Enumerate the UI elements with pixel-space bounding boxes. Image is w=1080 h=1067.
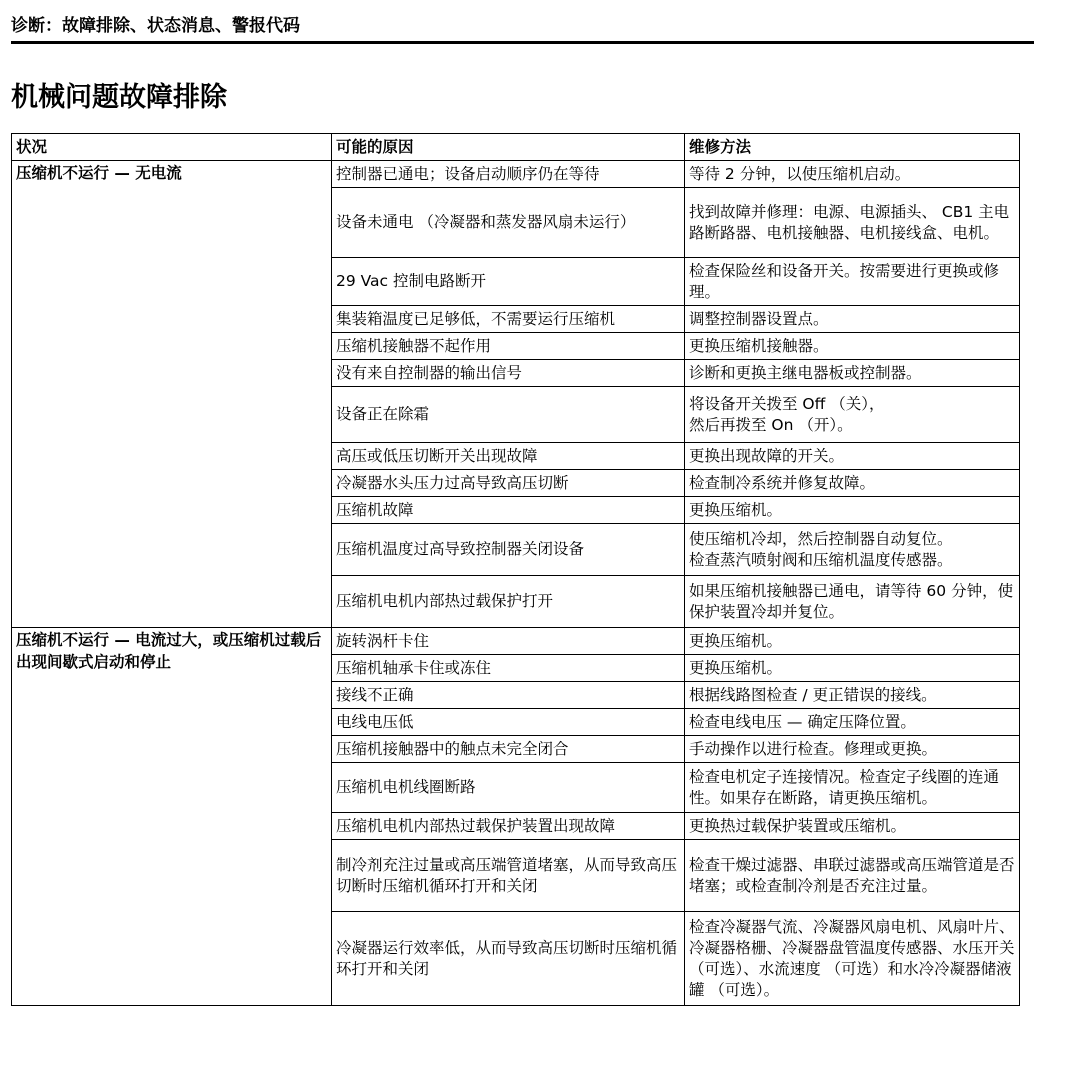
remedy-cell: 检查电机定子连接情况。检查定子线圈的连通性。如果存在断路，请更换压缩机。 — [685, 763, 1020, 813]
cause-cell: 设备未通电 （冷凝器和蒸发器风扇未运行） — [332, 188, 685, 258]
remedy-cell: 将设备开关拨至 Off （关）， 然后再拨至 On （开）。 — [685, 387, 1020, 443]
cause-cell: 压缩机电机内部热过载保护装置出现故障 — [332, 813, 685, 840]
remedy-cell: 找到故障并修理：电源、电源插头、 CB1 主电路断路器、电机接触器、电机接线盒、电机。 — [685, 188, 1020, 258]
remedy-cell: 如果压缩机接触器已通电，请等待 60 分钟，使保护装置冷却并复位。 — [685, 576, 1020, 628]
cause-cell: 压缩机接触器中的触点未完全闭合 — [332, 736, 685, 763]
table-row — [12, 628, 1020, 655]
remedy-cell: 更换压缩机接触器。 — [685, 333, 1020, 360]
cause-cell: 电线电压低 — [332, 709, 685, 736]
header-condition: 状况 — [12, 134, 332, 161]
cause-cell: 接线不正确 — [332, 682, 685, 709]
header-remedy: 维修方法 — [685, 134, 1020, 161]
cause-cell: 没有来自控制器的输出信号 — [332, 360, 685, 387]
remedy-cell: 诊断和更换主继电器板或控制器。 — [685, 360, 1020, 387]
cause-cell: 控制器已通电；设备启动顺序仍在等待 — [332, 161, 685, 188]
section-title: 机械问题故障排除 — [11, 82, 227, 113]
table-row — [12, 161, 1020, 188]
remedy-cell: 手动操作以进行检查。修理或更换。 — [685, 736, 1020, 763]
table-body — [12, 161, 1020, 1006]
cause-cell: 集装箱温度已足够低，不需要运行压缩机 — [332, 306, 685, 333]
cause-cell: 冷凝器运行效率低，从而导致高压切断时压缩机循环打开和关闭 — [332, 912, 685, 1006]
header-cause: 可能的原因 — [332, 134, 685, 161]
cause-cell: 压缩机电机线圈断路 — [332, 763, 685, 813]
table-header-row — [12, 134, 1020, 161]
cause-cell: 制冷剂充注过量或高压端管道堵塞，从而导致高压切断时压缩机循环打开和关闭 — [332, 840, 685, 912]
troubleshooting-table — [11, 133, 1020, 1006]
remedy-cell: 更换压缩机。 — [685, 628, 1020, 655]
cause-cell: 29 Vac 控制电路断开 — [332, 258, 685, 306]
cause-cell: 压缩机接触器不起作用 — [332, 333, 685, 360]
running-header: 诊断：故障排除、状态消息、警报代码 — [11, 14, 1034, 44]
remedy-cell: 更换压缩机。 — [685, 655, 1020, 682]
condition-cell: 压缩机不运行 — 无电流 — [12, 161, 332, 628]
cause-cell: 冷凝器水头压力过高导致高压切断 — [332, 470, 685, 497]
cause-cell: 高压或低压切断开关出现故障 — [332, 443, 685, 470]
remedy-cell: 更换热过载保护装置或压缩机。 — [685, 813, 1020, 840]
cause-cell: 旋转涡杆卡住 — [332, 628, 685, 655]
remedy-cell: 检查制冷系统并修复故障。 — [685, 470, 1020, 497]
remedy-cell: 检查冷凝器气流、冷凝器风扇电机、风扇叶片、冷凝器格栅、冷凝器盘管温度传感器、水压开关 （可选）、水流速度 （可选）和水冷冷凝器储液罐 （可选）。 — [685, 912, 1020, 1006]
cause-cell: 压缩机故障 — [332, 497, 685, 524]
remedy-cell: 等待 2 分钟，以使压缩机启动。 — [685, 161, 1020, 188]
cause-cell: 压缩机温度过高导致控制器关闭设备 — [332, 524, 685, 576]
remedy-cell: 检查干燥过滤器、串联过滤器或高压端管道是否堵塞；或检查制冷剂是否充注过量。 — [685, 840, 1020, 912]
remedy-cell: 调整控制器设置点。 — [685, 306, 1020, 333]
cause-cell: 压缩机轴承卡住或冻住 — [332, 655, 685, 682]
remedy-cell: 检查保险丝和设备开关。按需要进行更换或修理。 — [685, 258, 1020, 306]
cause-cell: 压缩机电机内部热过载保护打开 — [332, 576, 685, 628]
remedy-cell: 更换压缩机。 — [685, 497, 1020, 524]
remedy-cell: 检查电线电压 — 确定压降位置。 — [685, 709, 1020, 736]
cause-cell: 设备正在除霜 — [332, 387, 685, 443]
condition-cell: 压缩机不运行 — 电流过大，或压缩机过载后出现间歇式启动和停止 — [12, 628, 332, 1006]
remedy-cell: 根据线路图检查 / 更正错误的接线。 — [685, 682, 1020, 709]
remedy-cell: 更换出现故障的开关。 — [685, 443, 1020, 470]
remedy-cell: 使压缩机冷却，然后控制器自动复位。 检查蒸汽喷射阀和压缩机温度传感器。 — [685, 524, 1020, 576]
